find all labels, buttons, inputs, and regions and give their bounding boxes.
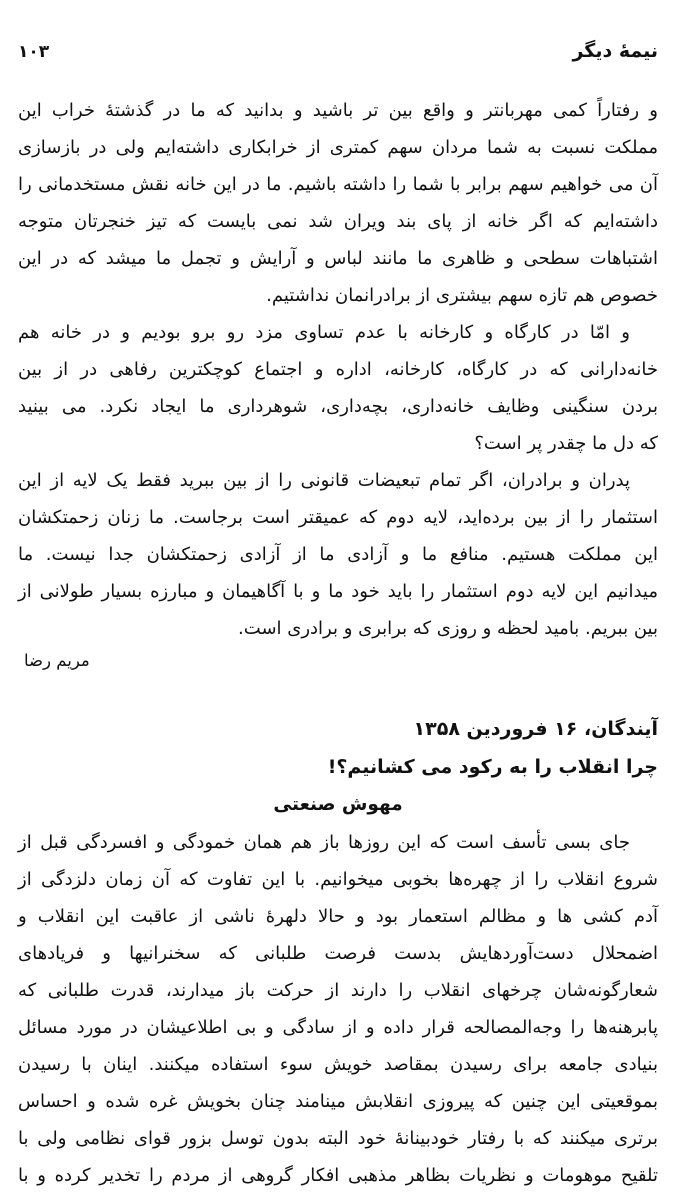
text-line: مملکت نسبت به شما مردان سهم کمتری از خرابکاری داشته‌ایم ولی در بازسازی: [18, 137, 658, 158]
letter-section: [18, 92, 658, 670]
text-line: بین ببریم. بامید لحظه و روزی که برابری و برادری است.: [238, 618, 658, 639]
text-line: داشته‌ایم که اگر خانه از پای بند ویران شد نمی بایست که تیز خنجرتان متوجه: [18, 211, 658, 232]
text-line: آن می خواهیم سهم برابر با شما را داشته باشیم. ما در این خانه نقش مستخدمانی را: [18, 174, 658, 195]
text-line: پابرهنه‌ها را وجه‌المصالحه قرار داده و از سادگی و بی اطلاعیشان در مورد مسائل: [18, 1017, 658, 1038]
text-line: بموقعیتی این چنین که پیروزی انقلابش مینامند چنان بخویش غره شده و احساس: [18, 1091, 658, 1112]
text-line: خانه‌دارانی که در کارگاه، کارخانه، اداره و اجتماع کوچکترین رفاهی در از بین: [18, 359, 658, 380]
text-line: این مملکت هستیم. منافع ما و آزادی ما از آزادی زحمتکشان جدا نیست. ما: [18, 544, 658, 565]
page-header: [18, 40, 658, 62]
page-number: ۱۰۳: [18, 42, 50, 62]
article-body: [18, 824, 658, 1194]
letter-paragraph-2: [18, 314, 658, 462]
text-line: برتری میکنند که با رفتار خودبینانهٔ خود البته بدون توسل بزور قوای نظامی ولی با: [18, 1128, 658, 1149]
text-line: بردن سنگینی وظایف خانه‌داری، بچه‌داری، شوهرداری ما ایجاد نکرد. می بینید: [18, 396, 658, 417]
journal-title: نیمهٔ دیگر: [572, 40, 658, 62]
text-line: استثمار را از بین برده‌اید، لایه دوم که عمیقتر است برجاست. ما زنان زحمتکشان: [18, 507, 658, 528]
text-line: اشتباهات سطحی و ظاهری ما مانند لباس و آرایش و تجمل ما میشد که در این: [18, 248, 658, 269]
text-line: پدران و برادران، اگر تمام تبعیضات قانونی را از بین ببرید فقط یک لایه از این: [18, 470, 630, 491]
text-line: اضمحلال دست‌آوردهایش بدست فرصت طلبانی که سخنرانیها و فریادهای: [18, 943, 658, 964]
article-paragraph-1: [18, 824, 658, 1194]
text-line: شروع انقلاب را از چهره‌ها بخوبی میخوانیم. با این تفاوت که آن زمان دلزدگی از: [18, 869, 658, 890]
text-line: خصوص هم تازه سهم بیشتری از برادرانمان نداشتیم.: [266, 285, 658, 306]
article-author: مهوش صنعتی: [273, 794, 403, 815]
article-source-line: آیندگان، ۱۶ فروردین ۱۳۵۸: [413, 718, 658, 740]
text-line: شعارگونه‌شان چرخهای انقلاب را دارند از حرکت باز میدارند، قدرت طلبانی که: [18, 980, 658, 1001]
text-line: و امّا در کارگاه و کارخانه با عدم تساوی مزد رو برو بودیم و در خانه هم: [18, 322, 630, 343]
article-section: [18, 714, 658, 1194]
letter-paragraph-1: [18, 92, 658, 314]
text-line: تلقیح موهومات و نظریات بظاهر مذهبی افکار گروهی از مردم را تخدیر کرده و با: [18, 1165, 658, 1186]
text-line: جای بسی تأسف است که این روزها باز هم همان خمودگی و افسردگی قبل از: [18, 832, 630, 853]
text-line: آدم کشی ها و مظالم استعمار بود و حالا دلهرهٔ ناشی از عاقبت این انقلاب و: [18, 906, 658, 927]
text-line: که دل ما چقدر پر است؟: [474, 433, 658, 454]
text-line: بنیادی جامعه برای رسیدن بمقاصد خویش سوء استفاده میکنند. اینان با رسیدن: [18, 1054, 658, 1075]
text-line: میدانیم این لایه دوم استثمار را باید خود ما و با آگاهیمان و مبارزه بسیار طولانی از: [18, 581, 658, 602]
letter-signature: مریم رضا: [24, 651, 90, 670]
letter-paragraph-3: [18, 462, 658, 647]
article-title: چرا انقلاب را به رکود می کشانیم؟!: [327, 756, 658, 778]
text-line: و رفتاراً کمی مهربانتر و واقع بین تر باشید و بدانید که ما در گذشتهٔ خراب این: [18, 100, 658, 121]
